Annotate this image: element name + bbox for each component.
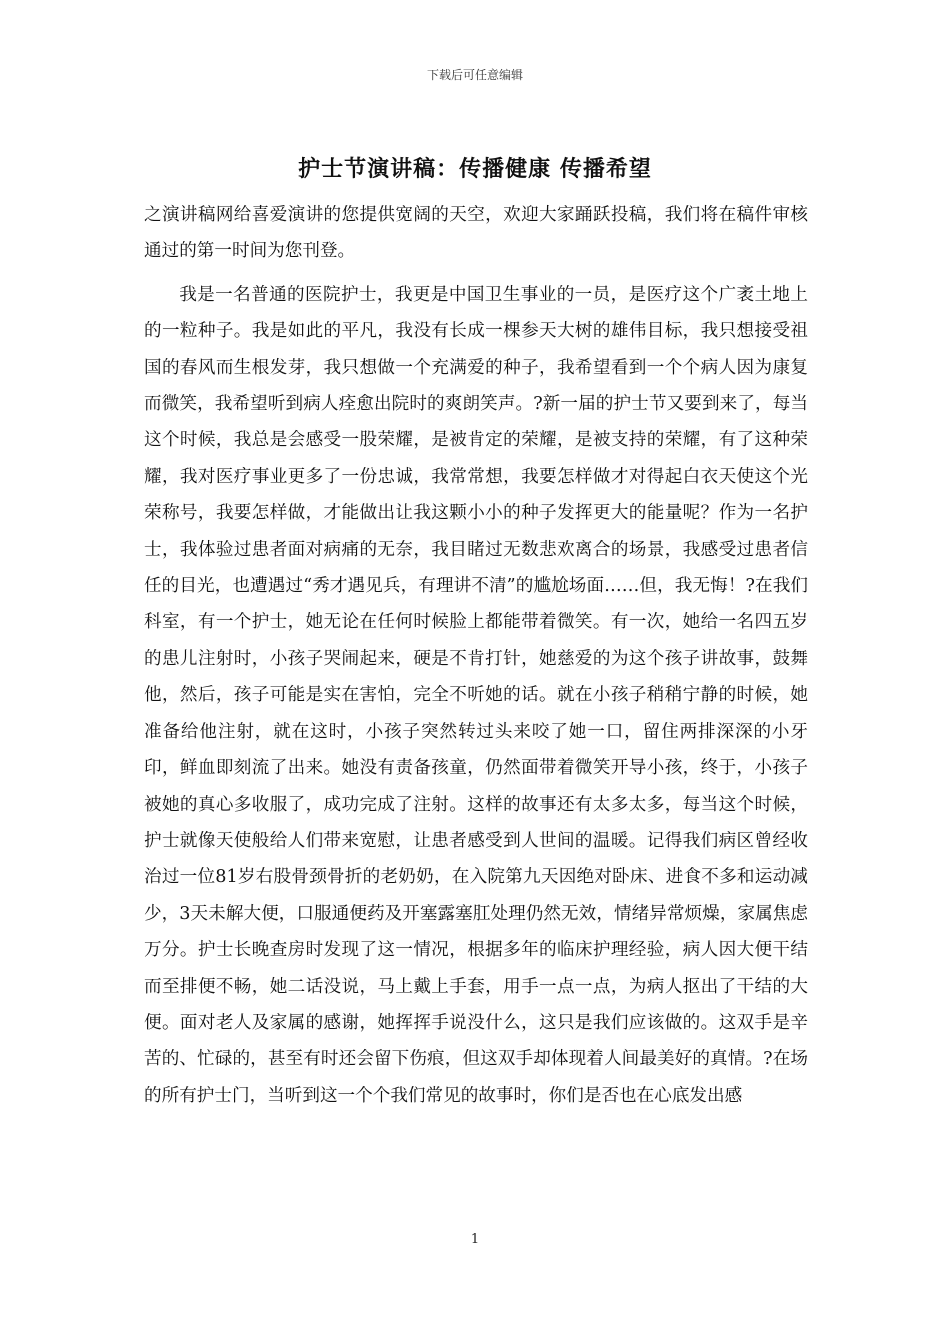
header-note: 下载后可任意编辑 (426, 68, 523, 82)
document-title: 护士节演讲稿：传播健康 传播希望 (298, 156, 652, 182)
main-paragraph: 我是一名普通的医院护士，我更是中国卫生事业的一员，是医疗这个广袤土地上的一粒种子。我是如此的平凡，我没有长成一棵参天大树的雄伟目标，我只想接受祖国的春风而生根发芽，我只想做一个充满爱的种子，我希望看到一个个病人因为康复而微笑，我希望听到病人痊愈出院时的爽朗笑声。?新一届的护士节又要到来了，每当这个时候，我总是会感受一股荣耀，是被肯定的荣耀，是被支持的荣耀，有了这种荣耀，我对医疗事业更多了一份忠诚，我常常想，我要怎样做才对得起白衣天使这个光荣称号，我要怎样做，才能做出让我这颗小小的种子发挥更大的能量呢？作为一名护士，我体验过患者面对病痛的无奈，我目睹过无数悲欢离合的场景，我感受过患者信任的目光，也遭遇过“秀才遇见兵，有理讲不清”的尴尬场面……但，我无悔！?在我们科室，有一个护士，她无论在任何时候脸上都能带着微笑。有一次，她给一名四五岁的患儿注射时，小孩子哭闹起来，硬是不肯打针，她慈爱的为这个孩子讲故事，鼓舞他，然后，孩子可能是实在害怕，完全不听她的话。就在小孩子稍稍宁静的时候，她准备给他注射，就在这时，小孩子突然转过头来咬了她一口，留住两排深深的小牙印，鲜血即刻流了出来。她没有责备孩童，仍然面带着微笑开导小孩，终于，小孩子被她的真心多收服了，成功完成了注射。这样的故事还有太多太多，每当这个时候，护士就像天使般给人们带来宽慰，让患者感受到人世间的温暖。记得我们病区曾经收治过一位81岁右股骨颈骨折的老奶奶，在入院第九天因绝对卧床、进食不多和运动减少，3天未解大便，口服通便药及开塞露塞肛处理仍然无效，情绪异常烦燥，家属焦虑万分。护士长晚查房时发现了这一情况，根据多年的临床护理经验，病人因大便干结而至排便不畅，她二话没说，马上戴上手套，用手一点一点，为病人抠出了干结的大便。面对老人及家属的感谢，她挥挥手说没什么，这只是我们应该做的。这双手是辛苦的、忙碌的，甚至有时还会留下伤痕，但这双手却体现着人间最美好的真情。?在场的所有护士门，当听到这一个个我们常见的故事时，你们是否也在心底发出感 (144, 284, 808, 1106)
page-number: 1 (470, 1232, 480, 1247)
intro-paragraph: 之演讲稿网给喜爱演讲的您提供宽阔的天空，欢迎大家踊跃投稿，我们将在稿件审核通过的第一时间为您刊登。 (144, 205, 808, 262)
document-body (144, 197, 808, 1114)
